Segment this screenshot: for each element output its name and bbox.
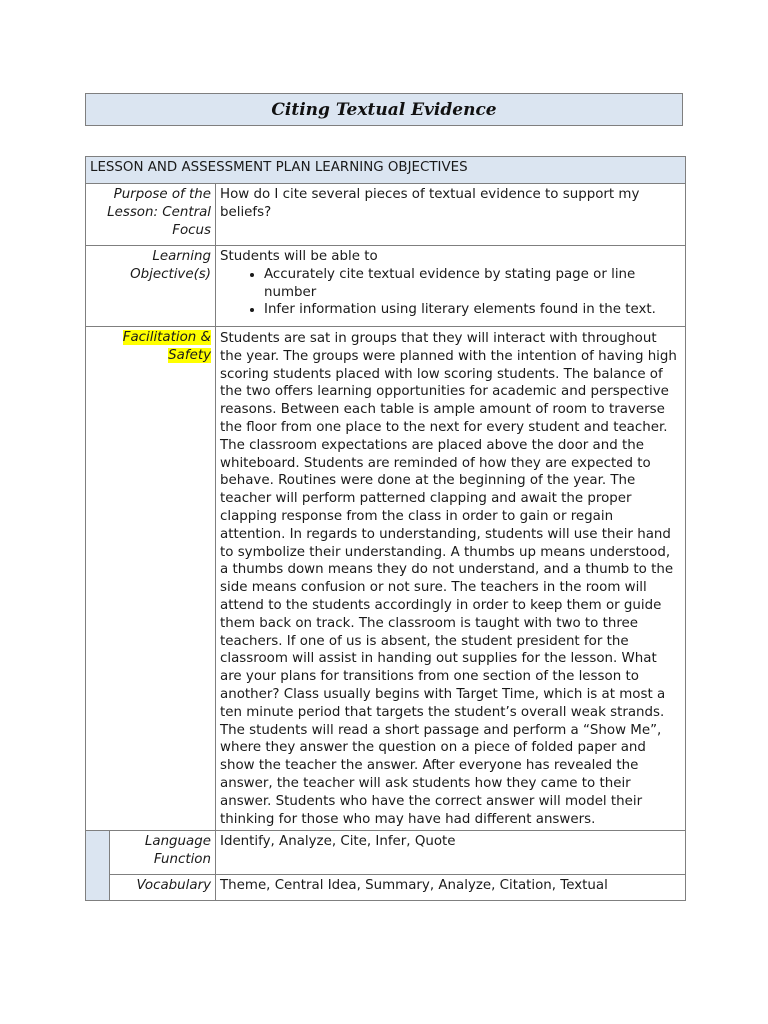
facilitation-label-cell — [86, 327, 216, 831]
document-title: Citing Textual Evidence — [271, 99, 497, 120]
learning-objectives-row — [86, 246, 686, 327]
table-header: LESSON AND ASSESSMENT PLAN LEARNING OBJECTIVES — [86, 157, 686, 184]
purpose-row — [86, 184, 686, 246]
learning-objectives-cell — [216, 246, 686, 327]
purpose-label: Purpose of the Lesson: Central Focus — [86, 184, 216, 246]
facilitation-label: Facilitation & Safety — [122, 330, 211, 363]
language-function-label: Language Function — [110, 831, 216, 875]
learning-objectives-intro: Students will be able to — [220, 249, 378, 264]
purpose-text: How do I cite several pieces of textual evidence to support my beliefs? — [216, 184, 686, 246]
list-item: • Infer information using literary elements found in the text. — [264, 301, 681, 319]
vocabulary-row — [86, 875, 686, 901]
blue-margin-cell — [86, 831, 110, 901]
language-function-text: Identify, Analyze, Cite, Infer, Quote — [216, 831, 686, 875]
document-title-box — [85, 93, 683, 126]
list-item: • Accurately cite textual evidence by stating page or line number — [264, 266, 681, 302]
learning-objectives-list — [220, 266, 681, 319]
vocabulary-label: Vocabulary — [110, 875, 216, 901]
facilitation-text: Students are sat in groups that they will interact with throughout the year. The groups were planned with the intention of having high scoring students placed with low scoring students. The balance of the two offers learning opportunities for academic and perspective reasons. Between each table is ample amount of room to traverse the floor from one place to the next for every student and teacher. The classroom expectations are placed above the door and the whiteboard. Students are reminded of how they are expected to behave. Routines were done at the beginning of the year. The teacher will perform patterned clapping and await the proper clapping response from the class in order to gain or regain attention. In regards to understanding, students will use their hand to symbolize their understanding. A thumbs up means understood, a thumbs down means they do not understand, and a thumb to the side means confusion or not sure. The teachers in the room will attend to the students accordingly in order to keep them or guide them back on track. The classroom is taught with two to three teachers. If one of us is absent, the student president for the classroom will assist in handing out supplies for the lesson. What are your plans for transitions from one section of the lesson to another? Class usually begins with Target Time, which is at most a ten minute period that targets the student’s overall weak strands. The students will read a short passage and perform a “Show Me”, where they answer the question on a piece of folded paper and show the teacher the answer. After everyone has revealed the answer, the teacher will ask students how they came to their answer. Students who have the correct answer will model their thinking for those who may have had different answers. — [216, 327, 686, 831]
facilitation-row — [86, 327, 686, 831]
vocabulary-text: Theme, Central Idea, Summary, Analyze, Citation, Textual — [216, 875, 686, 901]
learning-objectives-label: Learning Objective(s) — [86, 246, 216, 327]
language-function-row — [86, 831, 686, 875]
lesson-plan-table — [85, 156, 686, 901]
table-header-row — [86, 157, 686, 184]
